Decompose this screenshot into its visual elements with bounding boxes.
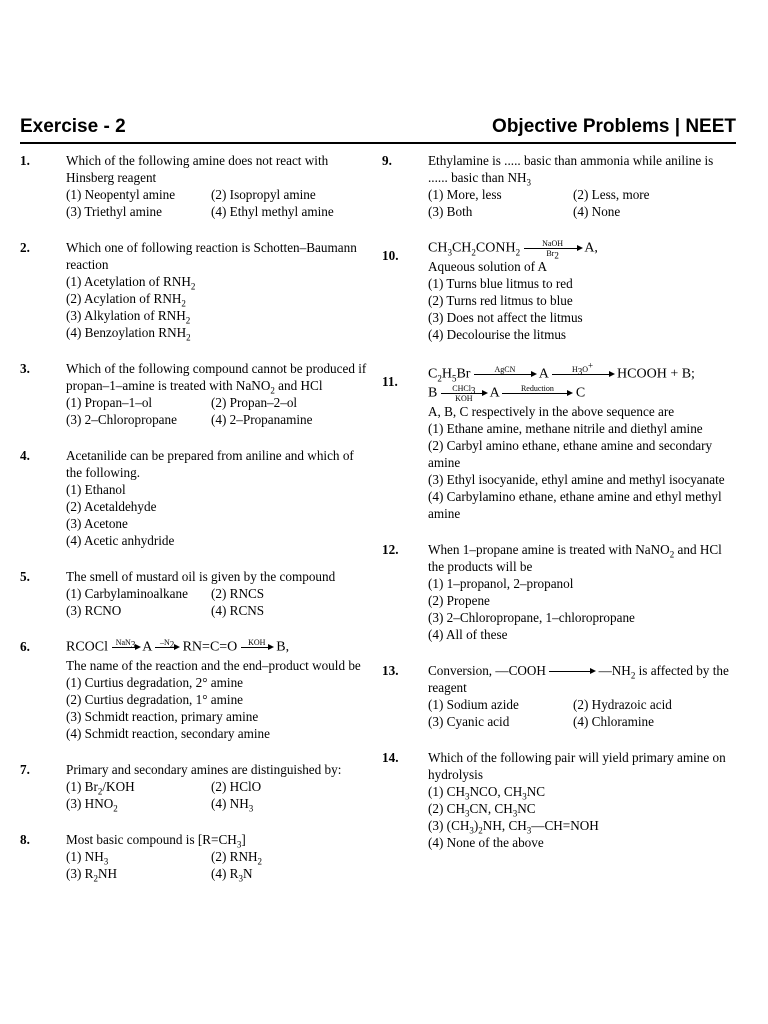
option-3: (3) Ethyl isocyanide, ethyl amine and methyl isocyanate [428, 472, 725, 487]
option-4: (4) None [573, 204, 621, 219]
exercise-title: Exercise - 2 [20, 116, 126, 137]
option-4: (4) Chloramine [573, 714, 654, 729]
reaction-arrow: AgCN [474, 365, 536, 384]
question-text: Which of the following pair will yield primary amine on hydrolysis [428, 750, 726, 782]
question-10 [382, 239, 734, 343]
reaction-scheme-line-2: B CHCl$_3$ KOH A Reduction C [428, 384, 586, 403]
option-3: (3) Schmidt reaction, primary amine [66, 709, 259, 724]
question-5 [20, 568, 368, 619]
reaction-arrow: $H_3O^+$ [552, 365, 614, 384]
question-number: 4. [20, 448, 30, 463]
option-4: (4) $NH_3$ [211, 796, 254, 814]
option-3: (3) Both [428, 204, 473, 219]
right-column [382, 152, 734, 870]
option-2: (2) $RNH_2$ [211, 849, 263, 867]
question-number: 11. [382, 374, 398, 389]
option-3: (3) 2–Chloropropane, 1–chloropropane [428, 610, 635, 625]
question-4 [20, 447, 368, 549]
question-number: 14. [382, 750, 399, 765]
option-4: (4) 2–Propanamine [211, 412, 313, 427]
option-2: (2) RNCS [211, 586, 265, 601]
question-number: 6. [20, 639, 30, 654]
question-7 [20, 761, 368, 812]
option-4: (4) Acetic anhydride [66, 533, 175, 548]
reaction-arrow: Reduction [502, 384, 572, 403]
reaction-arrow: KOH [241, 638, 273, 657]
option-4: (4) Carbylamino ethane, ethane amine and ethyl methyl amine [428, 489, 722, 521]
question-text: Which one of following reaction is Schotten–Baumann reaction [66, 240, 357, 272]
option-2: (2) Hydrazoic acid [573, 697, 672, 712]
question-8 [20, 831, 368, 882]
option-3: (3) Alkylation of $RNH_2$ [66, 308, 191, 326]
question-14 [382, 749, 734, 851]
left-column [20, 152, 368, 901]
question-text: When 1–propane amine is treated with NaNO$_2$ and HCl the products will be [428, 542, 722, 574]
question-text: Primary and secondary amines are distinguished by: [66, 762, 342, 777]
question-number: 5. [20, 569, 30, 584]
option-2: (2) Carbyl amino ethane, ethane amine and secondary amine [428, 438, 713, 470]
question-text: Aqueous solution of A [428, 259, 548, 274]
reaction-arrow: NaN$_3$ [112, 638, 140, 657]
option-4: (4) $R_3N$ [211, 866, 253, 884]
option-1: (1) Curtius degradation, 2° amine [66, 675, 244, 690]
option-2: (2) Curtius degradation, 1° amine [66, 692, 244, 707]
option-2: (2) Isopropyl amine [211, 187, 316, 202]
option-4: (4) None of the above [428, 835, 544, 850]
option-2: (2) Turns red litmus to blue [428, 293, 573, 308]
option-4: (4) RCNS [211, 603, 265, 618]
option-1: (1) $Br_2$/KOH [66, 779, 135, 797]
option-1: (1) Ethanol [66, 482, 126, 497]
question-number: 12. [382, 542, 399, 557]
option-2: (2) $CH_3CN$, $CH_3NC$ [428, 801, 536, 819]
option-3: (3) $HNO_2$ [66, 796, 118, 814]
question-12 [382, 541, 734, 643]
question-1 [20, 152, 368, 220]
question-number: 9. [382, 153, 392, 168]
option-3: (3) Cyanic acid [428, 714, 510, 729]
option-3: (3) $(CH_3)_2NH$, $CH_3—CH=NOH$ [428, 818, 599, 836]
question-text: A, B, C respectively in the above sequence are [428, 404, 675, 419]
question-11 [382, 360, 734, 522]
option-1: (1) Ethane amine, methane nitrile and diethyl amine [428, 421, 703, 436]
conversion-arrow [549, 671, 595, 672]
reaction-scheme-line-1: $C_2H_5Br$ AgCN A $H_3O^+$ HCOOH + B; [428, 360, 695, 384]
option-1: (1) Propan–1–ol [66, 395, 153, 410]
option-4: (4) Decolourise the litmus [428, 327, 567, 342]
question-text: Most basic compound is $[R=CH_3]$ [66, 832, 246, 850]
question-9 [382, 152, 734, 220]
option-3: (3) RCNO [66, 603, 122, 618]
reaction-arrow: CHCl$_3$ KOH [441, 384, 487, 403]
section-title: Objective Problems | NEET [492, 116, 736, 137]
question-number: 3. [20, 361, 30, 376]
option-1: (1) Neopentyl amine [66, 187, 176, 202]
option-2: (2) Acetaldehyde [66, 499, 157, 514]
question-number: 13. [382, 663, 399, 678]
question-text: Ethylamine is ..... basic than ammonia while aniline is ...... basic than $NH_3$ [428, 153, 714, 188]
reaction-arrow: NaOH $Br_2$ [524, 239, 582, 258]
question-3 [20, 360, 368, 428]
question-text: The smell of mustard oil is given by the compound [66, 569, 336, 584]
question-text: Which of the following amine does not react with Hinsberg reagent [66, 153, 329, 185]
question-13 [382, 662, 734, 730]
option-1: (1) $NH_3$ [66, 849, 109, 867]
option-2: (2) Acylation of $RNH_2$ [66, 291, 186, 309]
option-1: (1) 1–propanol, 2–propanol [428, 576, 574, 591]
option-3: (3) Triethyl amine [66, 204, 162, 219]
question-text: Which of the following compound cannot be produced if propan–1–amine is treated with NaNO$_2$ and HCl [66, 361, 367, 396]
option-2: (2) HClO [211, 779, 262, 794]
option-4: (4) Ethyl methyl amine [211, 204, 334, 219]
option-1: (1) Turns blue litmus to red [428, 276, 573, 291]
question-text: Acetanilide can be prepared from aniline and which of the following. [66, 448, 354, 480]
option-3: (3) Does not affect the litmus [428, 310, 583, 325]
question-text: Conversion, —COOH $—NH_2$ is affected by the reagent [428, 663, 729, 695]
question-number: 8. [20, 832, 30, 847]
question-number: 10. [382, 248, 399, 263]
question-number: 2. [20, 240, 30, 255]
reaction-scheme: $CH_3CH_2CONH_2$ NaOH $Br_2$ A, [428, 239, 598, 261]
option-2: (2) Propene [428, 593, 490, 608]
option-2: (2) Less, more [573, 187, 650, 202]
question-6 [20, 638, 368, 742]
option-1: (1) Carbylaminoalkane [66, 586, 188, 601]
option-1: (1) More, less [428, 187, 502, 202]
reaction-scheme: RCOCl NaN$_3$ A $-N_2$ RN=C=O KOH B, [66, 638, 368, 657]
option-3: (3) 2–Chloropropane [66, 412, 177, 427]
question-2 [20, 239, 368, 341]
option-4: (4) All of these [428, 627, 508, 642]
question-number: 1. [20, 153, 30, 168]
question-number: 7. [20, 762, 30, 777]
option-1: (1) Acetylation of $RNH_2$ [66, 274, 196, 292]
page-header [20, 112, 736, 144]
option-3: (3) $R_2NH$ [66, 866, 118, 884]
option-4: (4) Schmidt reaction, secondary amine [66, 726, 270, 741]
reaction-arrow: $-N_2$ [155, 638, 179, 657]
option-2: (2) Propan–2–ol [211, 395, 298, 410]
option-1: (1) $CH_3NCO$, $CH_3NC$ [428, 784, 546, 802]
option-1: (1) Sodium azide [428, 697, 519, 712]
option-3: (3) Acetone [66, 516, 128, 531]
option-4: (4) Benzoylation $RNH_2$ [66, 325, 191, 343]
question-text: The name of the reaction and the end–product would be [66, 658, 361, 673]
